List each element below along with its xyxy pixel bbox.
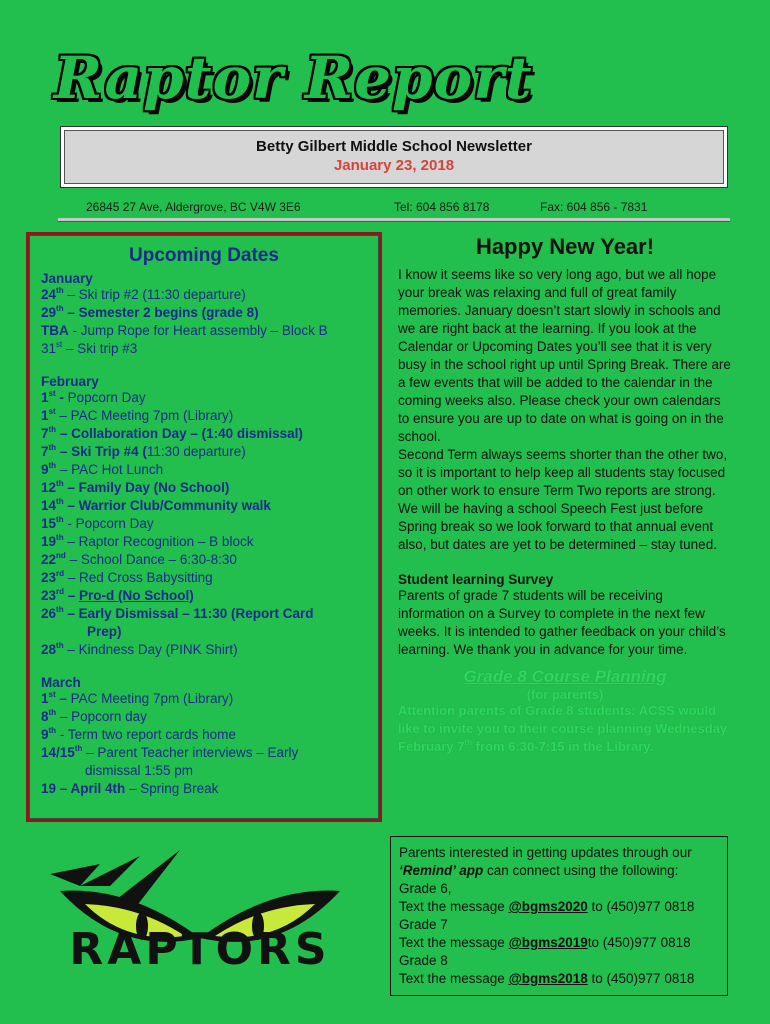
header-divider — [58, 218, 730, 222]
grade8-title: Grade 8 Course Planning — [463, 667, 667, 686]
upcoming-dates-title: Upcoming Dates — [129, 245, 279, 266]
list-item: 15th - Popcorn Day — [41, 515, 154, 531]
school-tel: Tel: 604 856 8178 — [394, 200, 490, 214]
list-item: 12th – Family Day (No School) — [41, 479, 230, 495]
survey-text: Parents of grade 7 students will be receiving information on a Survey to complete in the next few weeks. It is intended to gather feedback on your child’s learning. We thank you in advance for your time. — [398, 588, 726, 657]
list-item: Prep) — [87, 624, 122, 639]
masthead-title: Raptor Report — [54, 44, 533, 112]
list-item: 14th – Warrior Club/Community walk — [41, 497, 271, 513]
grade8-subtitle: (for parents) — [526, 687, 604, 702]
remind-grade6: Grade 6, — [399, 881, 452, 896]
remind-grade7: Grade 7 — [399, 917, 448, 932]
list-item: 9th – PAC Hot Lunch — [41, 461, 164, 477]
school-name: Betty Gilbert Middle School Newsletter — [256, 138, 532, 155]
list-item: 31st – Ski trip #3 — [41, 340, 138, 356]
newsletter-date: January 23, 2018 — [333, 157, 455, 174]
happy-paragraph-2: Second Term always seems shorter than the other two, so it is important to help keep all students stay focused on other work to ensure Term Two reports are strong. We will be having a school Speech Fest just before Spring break so we look forward to that annual event also, but dates are yet to be determined – stay tuned. — [398, 447, 728, 552]
list-item: 23rd – Red Cross Babysitting — [41, 569, 213, 585]
list-item: dismissal 1:55 pm — [85, 763, 194, 778]
list-item: 29th – Semester 2 begins (grade 8) — [41, 304, 259, 320]
happy-paragraph-1: I know it seems like so very long ago, but we all hope your break was relaxing and full of great family memories. January doesn’t start slowly in schools and we are right back at the learning. If you look at the Calendar or Upcoming Dates you’ll see that it is very busy in the school right up until Spring Break. There are a few events that will be added to the calendar in the coming weeks also. Please check your own calendars to ensure you are up to date on what is going on in the school. — [398, 267, 731, 444]
month-january: January — [41, 271, 93, 286]
grade8-text: Attention parents of Grade 8 students: ACSS would like to invite you to their course planning Wednesday February 7th from 6:30-7:15 in the Library. — [398, 703, 728, 754]
list-item: TBA - Jump Rope for Heart assembly – Block B — [41, 323, 328, 338]
list-item: 1st – PAC Meeting 7pm (Library) — [41, 690, 234, 706]
list-item: 19 – April 4th – Spring Break — [41, 781, 219, 796]
remind-app-box — [390, 836, 728, 996]
remind-grade8: Grade 8 — [399, 953, 448, 968]
month-march: March — [41, 675, 81, 690]
remind-grade6-text: Text the message @bgms2020 to (450)977 0818 — [399, 899, 695, 914]
list-item: 1st – PAC Meeting 7pm (Library) — [41, 407, 234, 423]
upcoming-dates-box — [26, 232, 382, 822]
remind-grade8-text: Text the message @bgms2018 to (450)977 0818 — [399, 971, 695, 986]
newsletter-title-box — [60, 126, 728, 188]
list-item: 7th – Collaboration Day – (1:40 dismissal) — [41, 425, 303, 441]
month-february: February — [41, 374, 99, 389]
raptors-logo-text: RAPTORS — [69, 924, 331, 975]
list-item: 23rd – Pro-d (No School) — [41, 587, 194, 603]
remind-intro: Parents interested in getting updates through our ‘Remind’ app can connect using the following: — [399, 845, 692, 878]
list-item: 8th – Popcorn day — [41, 708, 147, 724]
list-item: 26th – Early Dismissal – 11:30 (Report Card — [41, 605, 314, 621]
list-item: 22nd – School Dance – 6:30-8:30 — [41, 551, 237, 567]
school-address: 26845 27 Ave, Aldergrove, BC V4W 3E6 — [86, 200, 301, 214]
list-item: 24th – Ski trip #2 (11:30 departure) — [41, 286, 246, 302]
remind-grade7-text: Text the message @bgms2019to (450)977 0818 — [399, 935, 691, 950]
list-item: 14/15th – Parent Teacher interviews – Early — [41, 744, 299, 760]
survey-title: Student learning Survey — [398, 572, 554, 587]
list-item: 7th – Ski Trip #4 (11:30 departure) — [41, 443, 246, 459]
list-item: 9th - Term two report cards home — [41, 726, 236, 742]
school-fax: Fax: 604 856 - 7831 — [540, 200, 648, 214]
list-item: 19th – Raptor Recognition – B block — [41, 533, 254, 549]
happy-new-year-title: Happy New Year! — [475, 234, 655, 259]
list-item: 1st - Popcorn Day — [41, 389, 146, 405]
right-column — [398, 234, 732, 756]
list-item: 28th – Kindness Day (PINK Shirt) — [41, 641, 238, 657]
